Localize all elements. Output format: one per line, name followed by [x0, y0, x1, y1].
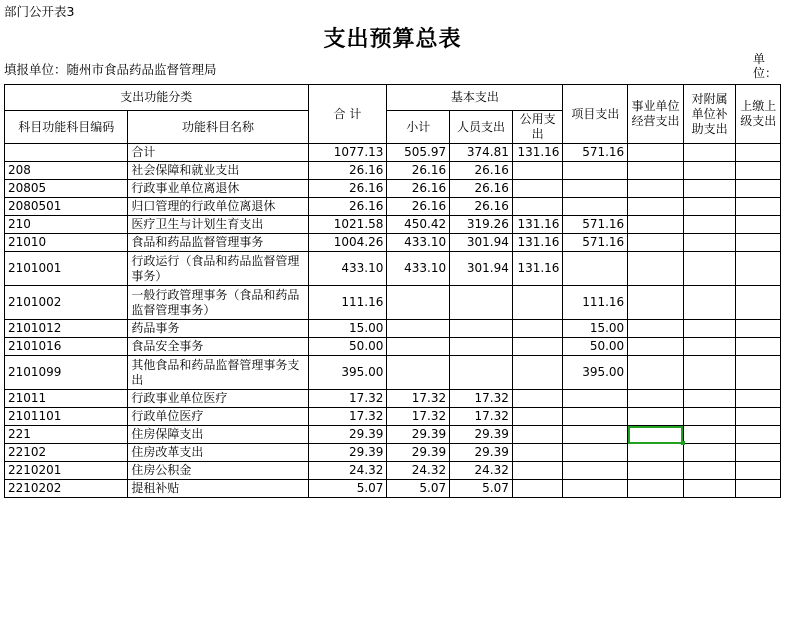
cell-subject-code[interactable]: 20805 [5, 180, 128, 198]
cell-personnel[interactable]: 374.81 [450, 144, 513, 162]
expenditure-budget-table [4, 84, 781, 498]
cell-subject-name[interactable]: 药品事务 [128, 320, 308, 338]
table-row [5, 480, 781, 498]
table-row [5, 144, 781, 162]
cell-business[interactable] [628, 356, 684, 390]
cell-project[interactable] [563, 180, 628, 198]
cell-remit[interactable] [736, 162, 781, 180]
table-row [5, 180, 781, 198]
cell-total[interactable]: 15.00 [308, 320, 387, 338]
cell-subtotal[interactable]: 29.39 [387, 426, 450, 444]
cell-subject-code[interactable]: 2101012 [5, 320, 128, 338]
table-row [5, 286, 781, 320]
cell-subsidy[interactable] [683, 198, 736, 216]
cell-personnel[interactable] [450, 356, 513, 390]
cell-project[interactable] [563, 162, 628, 180]
cell-public[interactable] [512, 320, 563, 338]
cell-public[interactable] [512, 162, 563, 180]
cell-subtotal[interactable]: 29.39 [387, 444, 450, 462]
cell-project[interactable] [563, 390, 628, 408]
cell-project[interactable] [563, 252, 628, 286]
cell-public[interactable] [512, 198, 563, 216]
cell-subtotal[interactable] [387, 286, 450, 320]
cell-remit[interactable] [736, 338, 781, 356]
cell-remit[interactable] [736, 180, 781, 198]
cell-project[interactable]: 111.16 [563, 286, 628, 320]
cell-total[interactable]: 29.39 [308, 444, 387, 462]
cell-subject-code[interactable]: 21011 [5, 390, 128, 408]
cell-remit[interactable] [736, 356, 781, 390]
cell-subject-code[interactable]: 2101016 [5, 338, 128, 356]
cell-business[interactable] [628, 462, 684, 480]
cell-project[interactable]: 571.16 [563, 144, 628, 162]
cell-personnel[interactable]: 26.16 [450, 198, 513, 216]
cell-subject-code[interactable]: 2101099 [5, 356, 128, 390]
table-header-row-1 [5, 85, 781, 111]
cell-total[interactable]: 433.10 [308, 252, 387, 286]
cell-total[interactable]: 24.32 [308, 462, 387, 480]
table-row [5, 390, 781, 408]
cell-subsidy[interactable] [683, 390, 736, 408]
cell-subtotal[interactable]: 450.42 [387, 216, 450, 234]
cell-subtotal[interactable] [387, 320, 450, 338]
header-project-expenditure: 项目支出 [563, 85, 628, 144]
cell-project[interactable]: 571.16 [563, 216, 628, 234]
cell-subsidy[interactable] [683, 286, 736, 320]
cell-total[interactable]: 26.16 [308, 162, 387, 180]
cell-business[interactable] [628, 480, 684, 498]
cell-subsidy[interactable] [683, 408, 736, 426]
header-subject-code: 科目功能科目编码 [5, 111, 128, 144]
table-row [5, 408, 781, 426]
cell-subsidy[interactable] [683, 426, 736, 444]
cell-business[interactable] [628, 252, 684, 286]
cell-remit[interactable] [736, 426, 781, 444]
cell-subsidy[interactable] [683, 162, 736, 180]
cell-personnel[interactable]: 5.07 [450, 480, 513, 498]
cell-total[interactable]: 1077.13 [308, 144, 387, 162]
table-row [5, 234, 781, 252]
cell-business[interactable] [628, 286, 684, 320]
header-remit-expenditure: 上缴上级支出 [736, 85, 781, 144]
cell-subtotal[interactable]: 26.16 [387, 198, 450, 216]
cell-subject-name[interactable]: 住房公积金 [128, 462, 308, 480]
cell-subject-code[interactable]: 21010 [5, 234, 128, 252]
cell-subtotal[interactable] [387, 356, 450, 390]
cell-public[interactable] [512, 338, 563, 356]
cell-subject-code[interactable]: 2210201 [5, 462, 128, 480]
cell-subject-name[interactable]: 一般行政管理事务（食品和药品监督管理事务） [128, 286, 308, 320]
cell-personnel[interactable]: 319.26 [450, 216, 513, 234]
cell-public[interactable]: 131.16 [512, 144, 563, 162]
table-row [5, 252, 781, 286]
cell-remit[interactable] [736, 408, 781, 426]
cell-total[interactable]: 26.16 [308, 180, 387, 198]
cell-total[interactable]: 5.07 [308, 480, 387, 498]
cell-subject-name[interactable]: 行政事业单位医疗 [128, 390, 308, 408]
cell-subject-code[interactable]: 2101101 [5, 408, 128, 426]
cell-total[interactable]: 395.00 [308, 356, 387, 390]
table-row [5, 426, 781, 444]
cell-subject-name[interactable]: 行政单位医疗 [128, 408, 308, 426]
cell-personnel[interactable]: 26.16 [450, 180, 513, 198]
cell-business[interactable] [628, 444, 684, 462]
cell-personnel[interactable]: 29.39 [450, 444, 513, 462]
cell-public[interactable]: 131.16 [512, 252, 563, 286]
header-function-class: 支出功能分类 [5, 85, 309, 111]
cell-subject-name[interactable]: 提租补贴 [128, 480, 308, 498]
cell-subtotal[interactable]: 17.32 [387, 390, 450, 408]
cell-public[interactable] [512, 426, 563, 444]
cell-total[interactable]: 1004.26 [308, 234, 387, 252]
cell-personnel[interactable] [450, 286, 513, 320]
cell-personnel[interactable]: 24.32 [450, 462, 513, 480]
cell-project[interactable] [563, 426, 628, 444]
cell-subject-code[interactable]: 210 [5, 216, 128, 234]
cell-total[interactable]: 26.16 [308, 198, 387, 216]
cell-remit[interactable] [736, 390, 781, 408]
cell-subject-code[interactable]: 2080501 [5, 198, 128, 216]
cell-subsidy[interactable] [683, 444, 736, 462]
cell-remit[interactable] [736, 462, 781, 480]
cell-subject-name[interactable]: 合计 [128, 144, 308, 162]
cell-remit[interactable] [736, 144, 781, 162]
cell-remit[interactable] [736, 198, 781, 216]
header-total: 合 计 [308, 85, 387, 144]
cell-project[interactable]: 571.16 [563, 234, 628, 252]
cell-subtotal[interactable]: 24.32 [387, 462, 450, 480]
cell-subsidy[interactable] [683, 356, 736, 390]
cell-public[interactable]: 131.16 [512, 234, 563, 252]
cell-business[interactable] [628, 338, 684, 356]
cell-public[interactable] [512, 286, 563, 320]
cell-project[interactable] [563, 198, 628, 216]
header-basic-expenditure: 基本支出 [387, 85, 563, 111]
cell-remit[interactable] [736, 320, 781, 338]
cell-subtotal[interactable]: 505.97 [387, 144, 450, 162]
cell-project[interactable] [563, 480, 628, 498]
cell-subject-name[interactable]: 住房改革支出 [128, 444, 308, 462]
table-row [5, 444, 781, 462]
cell-remit[interactable] [736, 480, 781, 498]
cell-business[interactable] [628, 408, 684, 426]
cell-subtotal[interactable]: 5.07 [387, 480, 450, 498]
cell-subject-code[interactable]: 22102 [5, 444, 128, 462]
cell-subject-name[interactable]: 社会保障和就业支出 [128, 162, 308, 180]
cell-public[interactable] [512, 356, 563, 390]
cell-remit[interactable] [736, 286, 781, 320]
cell-subject-name[interactable]: 归口管理的行政单位离退休 [128, 198, 308, 216]
table-row [5, 320, 781, 338]
cell-personnel[interactable]: 17.32 [450, 390, 513, 408]
table-row [5, 356, 781, 390]
cell-business[interactable] [628, 180, 684, 198]
cell-subject-name[interactable]: 食品和药品监督管理事务 [128, 234, 308, 252]
cell-subject-name[interactable]: 食品安全事务 [128, 338, 308, 356]
cell-subtotal[interactable]: 26.16 [387, 180, 450, 198]
cell-business[interactable] [628, 162, 684, 180]
cell-public[interactable] [512, 390, 563, 408]
cell-project[interactable]: 50.00 [563, 338, 628, 356]
cell-subject-name[interactable]: 住房保障支出 [128, 426, 308, 444]
cell-subject-name[interactable]: 医疗卫生与计划生育支出 [128, 216, 308, 234]
cell-subsidy[interactable] [683, 320, 736, 338]
header-subtotal: 小计 [387, 111, 450, 144]
table-row [5, 198, 781, 216]
cell-public[interactable] [512, 462, 563, 480]
cell-subsidy[interactable] [683, 234, 736, 252]
table-row [5, 216, 781, 234]
cell-personnel[interactable] [450, 338, 513, 356]
table-row [5, 338, 781, 356]
cell-public[interactable] [512, 408, 563, 426]
header-subsidy-expenditure: 对附属单位补助支出 [683, 85, 736, 144]
cell-business[interactable] [628, 144, 684, 162]
cell-subsidy[interactable] [683, 462, 736, 480]
header-subject-name: 功能科目名称 [128, 111, 308, 144]
cell-subsidy[interactable] [683, 480, 736, 498]
cell-business[interactable] [628, 320, 684, 338]
cell-project[interactable] [563, 408, 628, 426]
cell-subject-code[interactable]: 2210202 [5, 480, 128, 498]
cell-public[interactable] [512, 444, 563, 462]
cell-public[interactable] [512, 180, 563, 198]
cell-remit[interactable] [736, 216, 781, 234]
cell-remit[interactable] [736, 234, 781, 252]
cell-business[interactable] [628, 234, 684, 252]
cell-project[interactable] [563, 444, 628, 462]
cell-personnel[interactable] [450, 320, 513, 338]
cell-business[interactable] [628, 390, 684, 408]
cell-total[interactable]: 50.00 [308, 338, 387, 356]
cell-subsidy[interactable] [683, 338, 736, 356]
table-row [5, 462, 781, 480]
cell-public[interactable]: 131.16 [512, 216, 563, 234]
cell-personnel[interactable]: 26.16 [450, 162, 513, 180]
cell-subject-code[interactable]: 2101002 [5, 286, 128, 320]
cell-project[interactable]: 395.00 [563, 356, 628, 390]
page-title: 支出预算总表 [323, 27, 462, 52]
cell-subject-code[interactable]: 221 [5, 426, 128, 444]
cell-subject-name[interactable]: 行政事业单位离退休 [128, 180, 308, 198]
header-personnel-expenditure: 人员支出 [450, 111, 513, 144]
filler-unit-label: 填报单位：随州市食品药品监督管理局 [4, 62, 217, 77]
cell-total[interactable]: 17.32 [308, 408, 387, 426]
cell-subtotal[interactable]: 17.32 [387, 408, 450, 426]
cell-subsidy[interactable] [683, 216, 736, 234]
cell-subject-name[interactable]: 行政运行（食品和药品监督管理事务） [128, 252, 308, 286]
cell-subtotal[interactable]: 433.10 [387, 252, 450, 286]
cell-business-selected[interactable] [628, 426, 684, 444]
cell-project[interactable]: 15.00 [563, 320, 628, 338]
table-row [5, 162, 781, 180]
cell-subsidy[interactable] [683, 252, 736, 286]
cell-subtotal[interactable] [387, 338, 450, 356]
cell-subject-code[interactable]: 2101001 [5, 252, 128, 286]
header-business-expenditure: 事业单位经营支出 [628, 85, 684, 144]
cell-total[interactable]: 17.32 [308, 390, 387, 408]
cell-subtotal[interactable]: 433.10 [387, 234, 450, 252]
cell-total[interactable]: 1021.58 [308, 216, 387, 234]
cell-total[interactable]: 111.16 [308, 286, 387, 320]
cell-total[interactable]: 29.39 [308, 426, 387, 444]
cell-subject-code[interactable]: 208 [5, 162, 128, 180]
table-body [5, 144, 781, 498]
cell-project[interactable] [563, 462, 628, 480]
cell-personnel[interactable]: 17.32 [450, 408, 513, 426]
unit-label: 单位： [753, 52, 778, 80]
cell-personnel[interactable]: 301.94 [450, 234, 513, 252]
cell-business[interactable] [628, 216, 684, 234]
cell-subtotal[interactable]: 26.16 [387, 162, 450, 180]
cell-subject-name[interactable]: 其他食品和药品监督管理事务支出 [128, 356, 308, 390]
header-public-expenditure: 公用支出 [512, 111, 563, 144]
cell-subsidy[interactable] [683, 144, 736, 162]
cell-personnel[interactable]: 29.39 [450, 426, 513, 444]
cell-subsidy[interactable] [683, 180, 736, 198]
cell-business[interactable] [628, 198, 684, 216]
document-code: 部门公开表3 [4, 4, 75, 19]
cell-subject-code[interactable] [5, 144, 128, 162]
cell-personnel[interactable]: 301.94 [450, 252, 513, 286]
cell-remit[interactable] [736, 252, 781, 286]
cell-public[interactable] [512, 480, 563, 498]
cell-remit[interactable] [736, 444, 781, 462]
